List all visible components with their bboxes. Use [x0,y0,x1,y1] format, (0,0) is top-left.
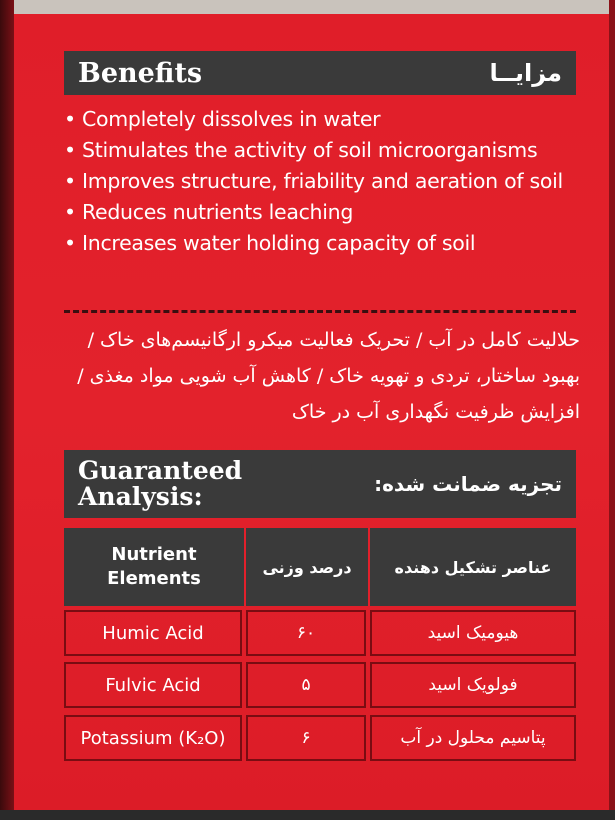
analysis-title-line2: Analysis: [78,482,203,511]
table-row [64,662,576,708]
row-value: ۶ [246,715,366,761]
row-value: ۵ [246,662,366,708]
benefit-item: • Stimulates the activity of soil microorganisms [62,135,592,166]
left-edge-shadow [0,0,14,820]
row-element-en: Fulvic Acid [64,662,242,708]
benefits-header-bar [64,51,576,95]
benefits-list [62,104,592,259]
table-row [64,715,576,761]
row-element-fa: فولویک اسید [370,662,576,708]
row-element-fa: پتاسیم محلول در آب [370,715,576,761]
row-value: ۶۰ [246,610,366,656]
benefits-title-en: Benefits [78,57,203,89]
header-nutrient-elements [64,528,246,606]
row-element-fa: هیومیک اسید [370,610,576,656]
benefit-item: • Reduces nutrients leaching [62,197,592,228]
benefits-text-fa: حلالیت کامل در آب / تحریک فعالیت میکرو ارگانیسم‌های خاک / بهبود ساختار، تردی و تهویه خاک / کاهش آب شویی مواد مغذی / افزایش ظرفیت نگهداری آب در خاک [77,329,580,423]
header-nutrient-line2: Elements [107,568,201,589]
header-nutrient-line1: Nutrient [111,544,197,565]
benefit-item: • Increases water holding capacity of soil [62,228,592,259]
header-elements-fa: عناصر تشکیل دهنده [370,528,576,606]
table-row [64,610,576,656]
analysis-title-fa: تجزیه ضمانت شده: [374,472,562,496]
benefits-title-fa: مزایــا [489,59,562,87]
analysis-title-line1: Guaranteed [78,456,243,485]
right-edge [609,0,615,820]
benefit-item: • Completely dissolves in water [62,104,592,135]
row-element-en: Potassium (K₂O) [64,715,242,761]
benefit-item: • Improves structure, friability and aeration of soil [62,166,592,197]
analysis-title-en [78,458,242,510]
top-edge [0,0,615,14]
bottom-edge [0,810,615,820]
analysis-table-header [64,528,576,606]
analysis-header-bar [64,450,576,518]
row-element-en: Humic Acid [64,610,242,656]
header-percent: درصد وزنی [246,528,370,606]
dashed-divider [64,310,576,313]
